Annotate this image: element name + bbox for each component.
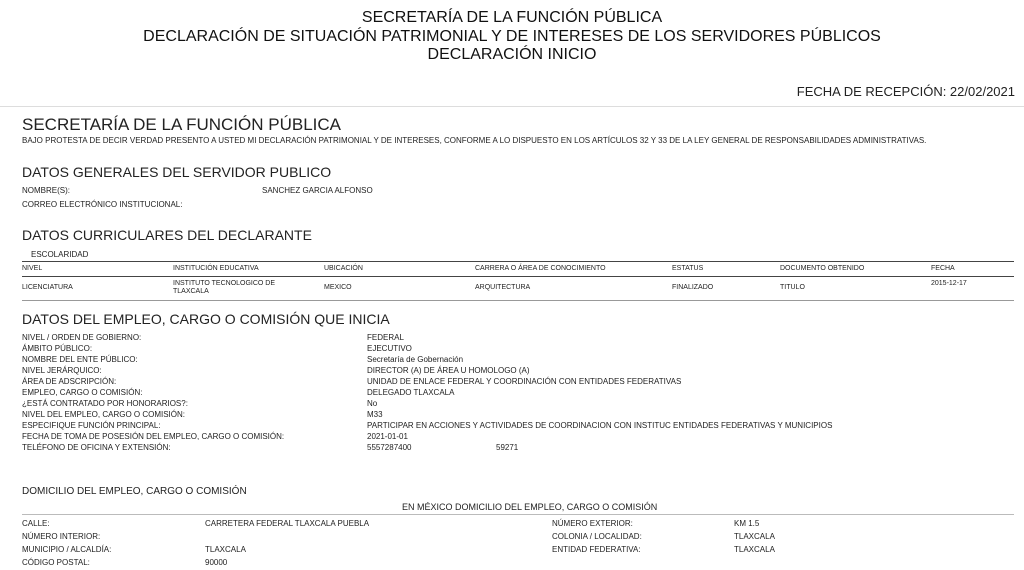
empleo-field-value: PARTICIPAR EN ACCIONES Y ACTIVIDADES DE COORDINACION CON INSTITUC ENTIDADES FEDERATIVAS Y MUNICIPIOS [367, 421, 833, 430]
table-cell: MEXICO [324, 284, 352, 291]
col-header: INSTITUCIÓN EDUCATIVA [173, 262, 324, 277]
empleo-field-label: EMPLEO, CARGO O COMISIÓN: [22, 388, 143, 397]
col-header: UBICACIÓN [324, 262, 475, 277]
num-interior-label: NÚMERO INTERIOR: [22, 532, 101, 541]
cp-label: CÓDIGO POSTAL: [22, 558, 90, 567]
empleo-field-value: FEDERAL [367, 333, 404, 342]
table-cell: ARQUITECTURA [475, 284, 531, 291]
nombre-label: NOMBRE(S): [22, 186, 70, 195]
num-exterior-value: KM 1.5 [734, 519, 760, 528]
domicilio-subtitle: EN MÉXICO DOMICILIO DEL EMPLEO, CARGO O COMISIÓN [402, 502, 658, 512]
entidad-label: ENTIDAD FEDERATIVA: [552, 545, 641, 554]
curriculares-title: DATOS CURRICULARES DEL DECLARANTE [22, 227, 312, 243]
empleo-field-value: DELEGADO TLAXCALA [367, 388, 455, 397]
table-cell: TITULO [780, 284, 805, 291]
header-line-1: SECRETARÍA DE LA FUNCIÓN PÚBLICA [361, 9, 663, 26]
col-header: DOCUMENTO OBTENIDO [780, 262, 931, 277]
table-bottom-line [22, 300, 1014, 301]
empleo-field-label: NIVEL DEL EMPLEO, CARGO O COMISIÓN: [22, 410, 185, 419]
table-cell: FINALIZADO [672, 284, 714, 291]
institution-title: SECRETARÍA DE LA FUNCIÓN PÚBLICA [22, 115, 341, 134]
empleo-field-value: No [367, 399, 378, 408]
col-header: ESTATUS [672, 262, 780, 277]
table-header-row [22, 262, 1014, 277]
colonia-value: TLAXCALA [734, 532, 775, 541]
fecha-recepcion: FECHA DE RECEPCIÓN: 22/02/2021 [796, 84, 1015, 99]
escolaridad-table [22, 262, 1014, 296]
cp-value: 90000 [205, 558, 228, 567]
declaration-text: BAJO PROTESTA DE DECIR VERDAD PRESENTO A USTED MI DECLARACIÓN PATRIMONIAL Y DE INTERESES, CONFORME A LO DISPUESTO EN LOS ARTÍCULOS 32 Y 33 DE LA LEY GENERAL DE RESPONSABILIDADES ADMINISTRATIVAS. [22, 136, 927, 145]
datos-generales-title: DATOS GENERALES DEL SERVIDOR PUBLICO [22, 164, 332, 180]
correo-label: CORREO ELECTRÓNICO INSTITUCIONAL: [22, 200, 183, 209]
calle-label: CALLE: [22, 519, 50, 528]
num-exterior-label: NÚMERO EXTERIOR: [552, 519, 633, 528]
table-cell: LICENCIATURA [22, 284, 73, 291]
header-line-3: DECLARACIÓN INICIO [427, 46, 597, 63]
empleo-field-value: Secretaría de Gobernación [367, 355, 464, 364]
empleo-field-label: NIVEL JERÁRQUICO: [22, 366, 102, 375]
calle-value: CARRETERA FEDERAL TLAXCALA PUEBLA [205, 519, 370, 528]
empleo-field-label: TELÉFONO DE OFICINA Y EXTENSIÓN: [22, 443, 171, 452]
domicilio-divider [22, 514, 1014, 515]
entidad-value: TLAXCALA [734, 545, 775, 554]
empleo-field-value: 2021-01-01 [367, 432, 408, 441]
table-row [22, 277, 1014, 297]
municipio-label: MUNICIPIO / ALCALDÍA: [22, 545, 112, 554]
empleo-field-value: EJECUTIVO [367, 344, 412, 353]
empleo-field-label: NOMBRE DEL ENTE PÚBLICO: [22, 355, 138, 364]
empleo-field-label: ÁREA DE ADSCRIPCIÓN: [22, 377, 117, 386]
nombre-value: SANCHEZ GARCIA ALFONSO [262, 186, 373, 195]
empleo-title: DATOS DEL EMPLEO, CARGO O COMISIÓN QUE INICIA [22, 311, 390, 327]
empleo-field-value: DIRECTOR (A) DE ÁREA U HOMOLOGO (A) [367, 366, 530, 375]
table-cell: INSTITUTO TECNOLOGICO DE TLAXCALA [173, 280, 276, 295]
empleo-field-label: ¿ESTÁ CONTRATADO POR HONORARIOS?: [22, 399, 188, 408]
phone-extension: 59271 [496, 443, 519, 452]
empleo-field-label: FECHA DE TOMA DE POSESIÓN DEL EMPLEO, CARGO O COMISIÓN: [22, 432, 285, 441]
col-header: NIVEL [22, 262, 173, 277]
empleo-field-value: UNIDAD DE ENLACE FEDERAL Y COORDINACIÓN CON ENTIDADES FEDERATIVAS [367, 377, 682, 386]
empleo-field-label: ÁMBITO PÚBLICO: [22, 344, 93, 353]
colonia-label: COLONIA / LOCALIDAD: [552, 532, 642, 541]
domicilio-title: DOMICILIO DEL EMPLEO, CARGO O COMISIÓN [22, 486, 247, 497]
empleo-field-label: NIVEL / ORDEN DE GOBIERNO: [22, 333, 142, 342]
escolaridad-subtitle: ESCOLARIDAD [31, 250, 89, 259]
header-line-2: DECLARACIÓN DE SITUACIÓN PATRIMONIAL Y DE INTERESES DE LOS SERVIDORES PÚBLICOS [143, 28, 881, 45]
col-header: FECHA [931, 262, 1014, 277]
municipio-value: TLAXCALA [205, 545, 246, 554]
empleo-field-value: 5557287400 [367, 443, 412, 452]
table-cell: 2015-12-17 [931, 280, 967, 287]
divider [0, 106, 1024, 107]
empleo-field-label: ESPECIFIQUE FUNCIÓN PRINCIPAL: [22, 421, 161, 430]
empleo-field-value: M33 [367, 410, 383, 419]
col-header: CARRERA O ÁREA DE CONOCIMIENTO [475, 262, 672, 277]
